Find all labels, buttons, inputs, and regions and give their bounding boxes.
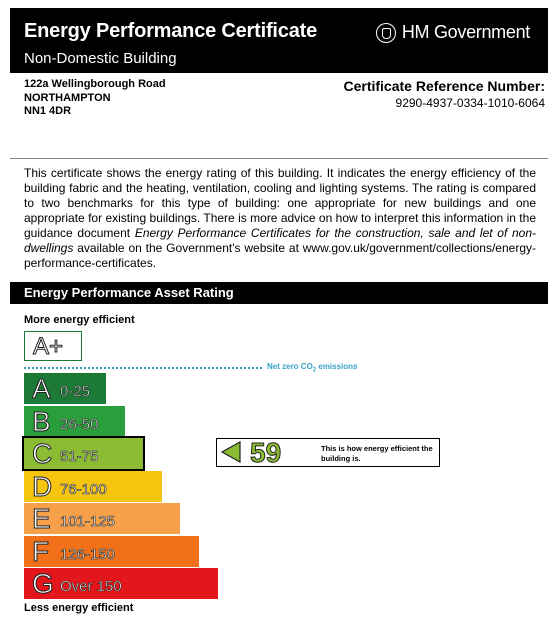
intro-text-1: This certificate shows the energy rating of this building. It indicates the energy efficiency of the building fabric and the heating, ventilation, cooling and lighting systems. The rating is compared to two benchmarks for this type of building: one appropriate for new buildings and one appropriate for existing buildings. There is more advice on how to interpret this information in the guidance document: [24, 166, 536, 240]
band-e-range: 101-125: [60, 513, 116, 530]
current-rating-indicator: [216, 438, 440, 467]
band-c-letter: C: [32, 438, 53, 469]
more-efficient-label: More energy efficient: [24, 314, 135, 326]
band-f-range: 126-150: [60, 545, 116, 563]
net-zero-divider: [24, 367, 262, 369]
current-rating-score: 59: [250, 437, 282, 468]
band-d: [24, 471, 162, 502]
band-a-plus: [24, 331, 82, 361]
band-g-range: Over 150: [60, 578, 122, 595]
address-line-3: NN1 4DR: [24, 105, 72, 117]
net-zero-label: Net zero $CO_2$ emissions: [267, 362, 358, 374]
band-a-plus-letter: A+: [33, 333, 64, 360]
current-rating-caption: This is how energy efficient the building is.: [321, 444, 433, 463]
royal-crest-icon: [376, 23, 396, 43]
address-line-2: NORTHAMPTON: [24, 91, 111, 104]
band-g: [24, 568, 218, 599]
band-g-letter: G: [32, 568, 54, 599]
hm-government-logo: [376, 22, 530, 43]
guidance-document-title: Energy Performance Certificates for the construction, sale and let of non-dwellings: [24, 226, 536, 255]
band-e: [24, 503, 180, 534]
certificate-reference-label: Certificate Reference Number:: [343, 78, 545, 94]
certificate-header: [10, 8, 548, 73]
band-c-range: 51-75: [60, 448, 99, 465]
address-line-1: 122a Wellingborough Road: [24, 78, 166, 90]
current-rating-arrow-icon: [220, 441, 242, 463]
rating-section-title: Energy Performance Asset Rating: [24, 285, 234, 300]
band-b-range: 26-50: [60, 415, 99, 433]
certificate-reference-number: 9290-4937-0334-1010-6064: [395, 96, 545, 110]
band-b-letter: B: [32, 405, 51, 437]
certificate-title: Energy Performance Certificate: [24, 20, 318, 42]
less-efficient-label: Less energy efficient: [24, 602, 134, 614]
band-b: [24, 406, 125, 437]
intro-paragraph: [24, 166, 536, 271]
band-e-letter: E: [32, 503, 51, 534]
band-f-letter: F: [32, 535, 50, 567]
intro-text-2: available on the Government's website at www.gov.uk/government/collections/energy-performance-certificates.: [24, 241, 536, 270]
band-a-range: 0-25: [60, 383, 91, 400]
certificate-subtitle: Non-Domestic Building: [24, 50, 177, 67]
band-d-range: 76-100: [60, 480, 107, 498]
band-c: [24, 438, 143, 469]
hm-government-text: HM Government: [401, 22, 530, 42]
band-a: [24, 373, 106, 404]
band-f: [24, 536, 199, 567]
band-d-letter: D: [32, 470, 53, 502]
property-address: [24, 78, 166, 119]
rating-section-header: [10, 282, 548, 304]
band-a-letter: A: [32, 373, 51, 404]
section-divider: [10, 158, 548, 159]
